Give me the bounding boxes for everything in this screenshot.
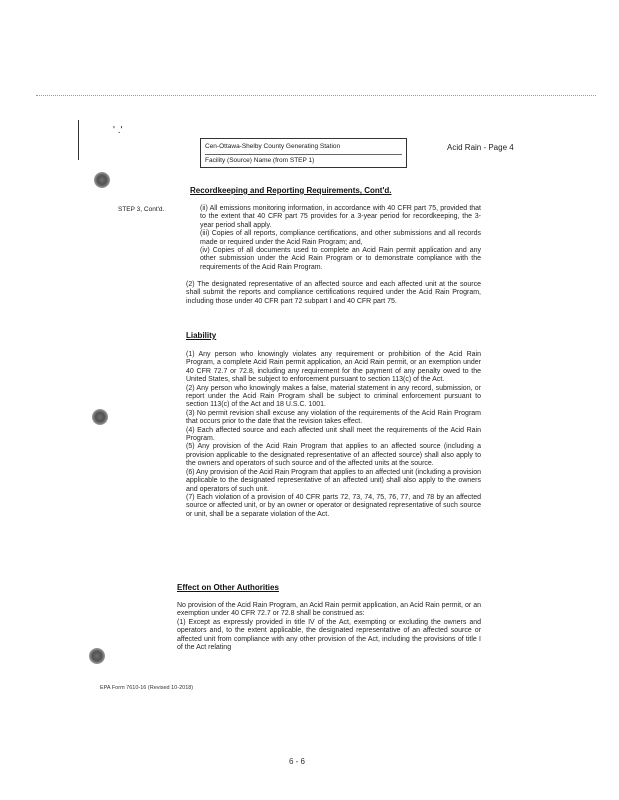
recordkeeping-subitems <box>200 205 481 272</box>
facility-name-box <box>200 138 407 168</box>
recordkeeping-paragraph: (ii) All emissions monitoring information, in accordance with 40 CFR part 75, provided that to the extent that 40 CFR part 75 provides for a 3-year period for recordkeeping, the 3-year period shall apply. <box>200 205 481 229</box>
other-authorities-title: Effect on Other Authorities <box>177 583 279 592</box>
facility-name: Cen-Ottawa-Shelby County Generating Station <box>205 143 341 150</box>
recordkeeping-title: Recordkeeping and Reporting Requirements, Cont'd. <box>190 186 392 195</box>
other-authorities-paragraph: No provision of the Acid Rain Program, an Acid Rain permit application, an Acid Rain permit, or an exemption under 40 CFR 72.7 or 72.8 shall be construed as: <box>177 602 481 618</box>
recordkeeping-paragraph: (iv) Copies of all documents used to complete an Acid Rain permit application and any other submission under the Acid Rain Program or to demonstrate compliance with the requirements of the Acid Rain Program. <box>200 247 481 271</box>
step-label: STEP 3, Cont'd. <box>118 206 165 213</box>
punch-hole-icon <box>94 172 110 188</box>
margin-mark: ' .' <box>113 125 123 136</box>
page-label: Acid Rain - Page 4 <box>447 143 514 152</box>
facility-name-caption: Facility (Source) Name (from STEP 1) <box>205 154 402 166</box>
liability-paragraph: (3) No permit revision shall excuse any violation of the requirements of the Acid Rain Program that occurs prior to the date that the revision takes effect. <box>186 409 481 426</box>
page-number: 6 - 6 <box>289 757 306 766</box>
punch-hole-icon <box>89 648 105 664</box>
liability-paragraph: (7) Each violation of a provision of 40 CFR parts 72, 73, 74, 75, 76, 77, and 78 by an affected source or affected unit, or by an owner or operator or designated representative of such source or unit, shall be a separate violation of the Act. <box>186 493 481 518</box>
recordkeeping-item-2 <box>186 281 481 306</box>
recordkeeping-paragraph: (iii) Copies of all reports, compliance certifications, and other submissions and all records made or required under the Acid Rain Program; and, <box>200 230 481 246</box>
punch-hole-icon <box>92 409 108 425</box>
liability-title: Liability <box>186 331 217 340</box>
other-authorities-body <box>177 602 481 652</box>
liability-paragraph: (6) Any provision of the Acid Rain Program that applies to an affected unit (including a provision applicable to the designated representative of an affected unit) shall also apply to the owners and operators of such unit. <box>186 468 481 493</box>
other-authorities-paragraph: (1) Except as expressly provided in title IV of the Act, exempting or excluding the owners and operators and, to the extent applicable, the designated representative of an affected source or affected unit from compliance with any other provision of the Act, including the provisions of title I of the Act relating <box>177 618 481 652</box>
margin-rule <box>78 120 79 160</box>
liability-paragraph: (5) Any provision of the Acid Rain Program that applies to an affected source (including a provision applicable to the designated representative of an affected source) shall also apply to the owners and operators of such source and of the affected units at the source. <box>186 443 481 468</box>
recordkeeping-paragraph: (2) The designated representative of an affected source and each affected unit at the source shall submit the reports and compliance certifications required under the Acid Rain Program, including those under 40 CFR part 72 subpart I and 40 CFR part 75. <box>186 281 481 305</box>
liability-body <box>186 351 481 519</box>
form-number: EPA Form 7610-16 (Revised 10-2018) <box>100 685 194 691</box>
liability-paragraph: (1) Any person who knowingly violates any requirement or prohibition of the Acid Rain Program, a complete Acid Rain permit application, an Acid Rain permit, or an exemption under 40 CFR 72.7 or 72.8, including any requirement for the payment of any penalty owed to the United States, shall be subject to enforcement pursuant to section 113(c) of the Act. <box>186 351 481 384</box>
liability-paragraph: (4) Each affected source and each affected unit shall meet the requirements of the Acid Rain Program. <box>186 426 481 443</box>
liability-paragraph: (2) Any person who knowingly makes a false, material statement in any record, submission, or report under the Acid Rain Program shall be subject to criminal enforcement pursuant to section 113(c) of the Act and 18 U.S.C. 1001. <box>186 384 481 409</box>
scan-dotted-line <box>36 95 596 98</box>
